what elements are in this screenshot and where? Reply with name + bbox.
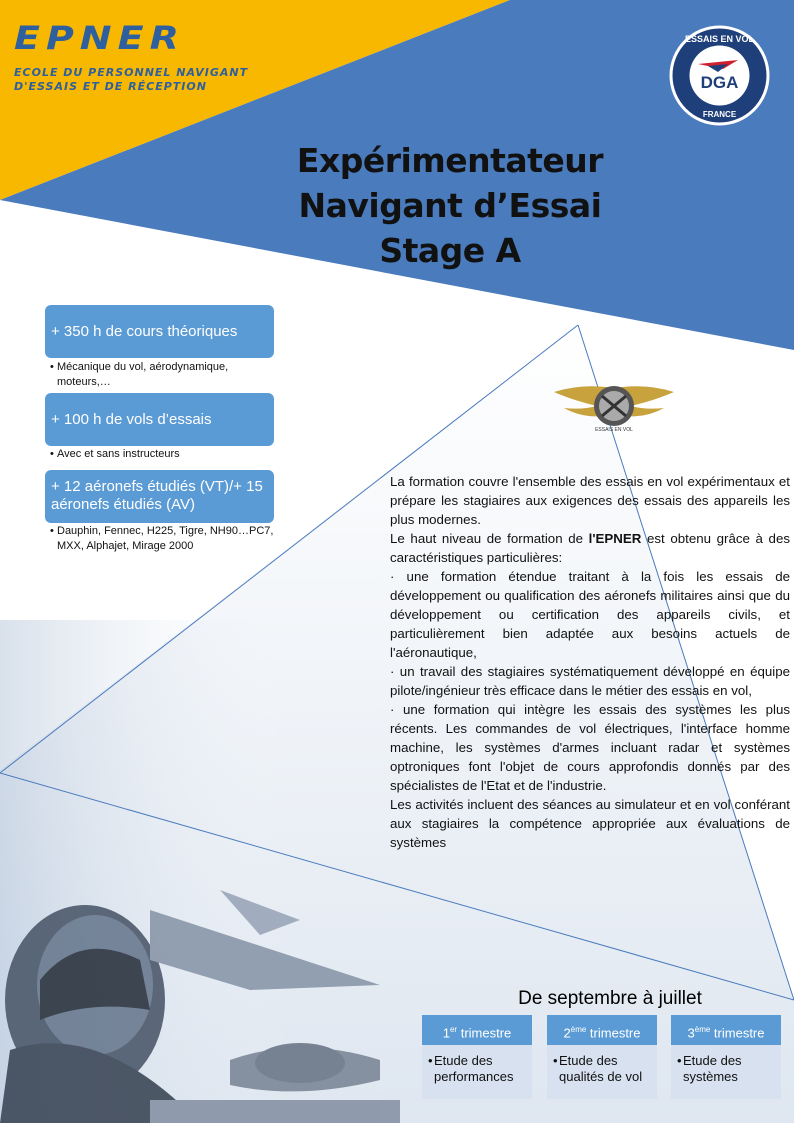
paragraph-niveau (390, 529, 790, 567)
trimester-2-content-text: Etude des qualités de vol (559, 1053, 643, 1084)
title-line-1: Expérimentateur (296, 141, 604, 180)
stat-detail-aeronefs: • Dauphin, Fennec, H225, Tigre, NH90…PC7, MXX, Alphajet, Mirage 2000 (50, 524, 280, 554)
dga-seal-logo (668, 24, 771, 127)
paragraph-niveau-bold: l'EPNER (588, 531, 642, 546)
epner-logo: EPNER (14, 19, 185, 57)
trimester-2-header (547, 1015, 657, 1045)
page-title (250, 138, 650, 273)
stat-detail-cours: • Mécanique du vol, aérodynamique, moteurs,… (50, 360, 280, 390)
trimester-1-header (422, 1015, 532, 1045)
paragraph-niveau-pre: Le haut niveau de formation de (390, 531, 589, 546)
trimester-1-num: 1 (442, 1025, 450, 1041)
trimester-3-sup: ème (694, 1025, 711, 1034)
trimester-1-word: trimestre (457, 1025, 512, 1041)
paragraph-point-1: · une formation étendue traitant à la fois les essais de développement ou qualification des aéronefs militaires ainsi que du développement ou certification des appareils civils, et particulièrement bien adaptée aux besoins actuels de l'aéronautique, (390, 569, 790, 660)
logo-subtitle-line-1: ECOLE DU PERSONNEL NAVIGANT (14, 66, 249, 79)
paragraph-niveau-post: est obtenu grâce à des caractéristiques particulières: (390, 531, 790, 565)
stat-box-aeronefs: + 12 aéronefs étudiés (VT)/+ 15 aéronefs étudiés (AV) (45, 470, 274, 523)
title-line-2: Navigant d’Essai (298, 186, 602, 225)
paragraph-point-3: · une formation qui intègre les essais des systèmes les plus récents. Les commandes de vol électriques, l'interface homme machine, les systèmes d'armes incluant radar et systèmes optroniques font l'objet de cours approfondis donnés par des spécialistes de l'Etat et de l'industrie. (390, 702, 790, 793)
stat-detail-aeronefs-text: Dauphin, Fennec, H225, Tigre, NH90…PC7, MXX, Alphajet, Mirage 2000 (57, 525, 274, 552)
paragraph-point-2: · un travail des stagiaires systématiquement développé en équipe pilote/ingénieur très efficace dans le métier des essais en vol, (390, 664, 790, 698)
paragraph-intro: La formation couvre l'ensemble des essais en vol expérimentaux et prépare les stagiaires aux exigences des essais des appareils les plus modernes. (390, 474, 790, 527)
trimester-3-content-text: Etude des systèmes (683, 1053, 742, 1084)
paragraph-activites: Les activités incluent des séances au simulateur et en vol conférant aux stagiaires la compétence appropriée aux évaluations de systèmes (390, 797, 790, 850)
trimester-1-content-text: Etude des performances (434, 1053, 514, 1084)
trimester-3-num: 3 (687, 1025, 695, 1041)
seal-center-text: DGA (700, 73, 739, 92)
trimester-2-content: • Etude des qualités de vol (547, 1045, 657, 1099)
seal-bottom-text: FRANCE (702, 110, 737, 119)
stat-detail-cours-text: Mécanique du vol, aérodynamique, moteurs,… (57, 361, 229, 388)
badge-text: ESSAIS EN VOL (595, 427, 633, 433)
description-text (390, 472, 790, 852)
seal-top-text: ESSAIS EN VOL (684, 34, 755, 44)
title-line-3: Stage A (379, 231, 521, 270)
trimester-3-content: • Etude des systèmes (671, 1045, 781, 1099)
trimester-2-num: 2 (563, 1025, 571, 1041)
stat-box-vols: + 100 h de vols d’essais (45, 393, 274, 446)
trimester-1-content: • Etude des performances (422, 1045, 532, 1099)
stat-detail-vols-text: Avec et sans instructeurs (57, 448, 180, 460)
schedule-period: De septembre à juillet (518, 988, 702, 1009)
trimester-1-sup: er (449, 1025, 458, 1034)
stat-box-cours: + 350 h de cours théoriques (45, 305, 274, 358)
trimester-2-sup: ème (570, 1025, 587, 1034)
essais-en-vol-wings-badge (552, 378, 676, 436)
trimester-3-header (671, 1015, 781, 1045)
logo-subtitle-line-2: D'ESSAIS ET DE RÉCEPTION (14, 80, 207, 93)
trimester-2-word: trimestre (586, 1025, 641, 1041)
stat-detail-vols: • Avec et sans instructeurs (50, 447, 280, 462)
trimester-3-word: trimestre (710, 1025, 765, 1041)
